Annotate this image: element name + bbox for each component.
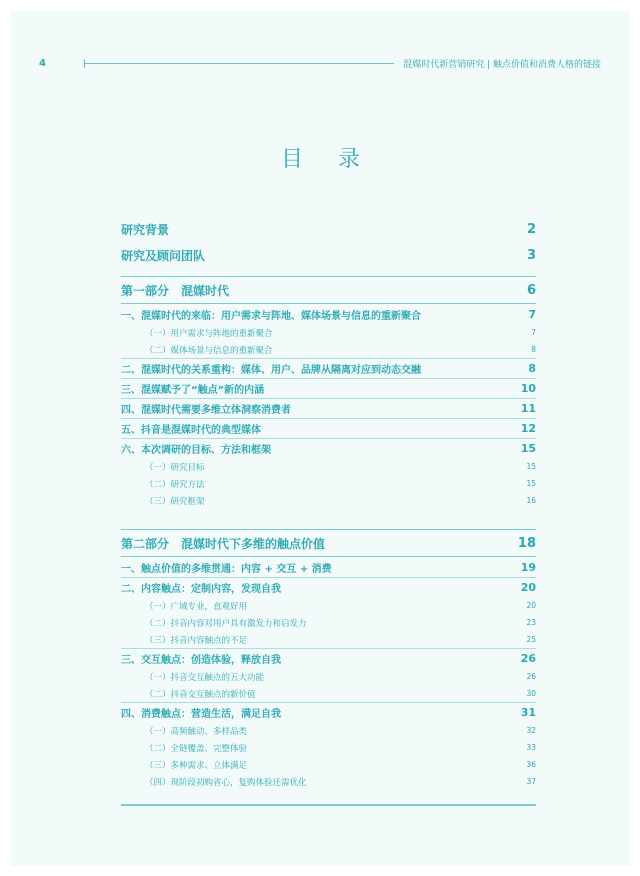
toc-entry-page: 8 <box>531 345 536 354</box>
toc-entry-page: 10 <box>520 382 536 395</box>
toc-entry-title: 研究及顾问团队 <box>121 248 206 263</box>
toc-entry-sub[interactable] <box>121 614 536 631</box>
toc-entry-title: 三、混媒赋予了“触点”新的内涵 <box>121 385 265 396</box>
toc-entry-sec[interactable] <box>121 378 536 398</box>
toc-entry-page: 19 <box>520 560 536 574</box>
toc-entry-sub[interactable] <box>121 475 536 492</box>
toc-entry-page: 20 <box>520 581 536 594</box>
toc-end-rule <box>121 804 536 806</box>
toc-entry-page: 25 <box>526 635 536 644</box>
toc-entry-page: 8 <box>528 362 536 375</box>
toc-entry-title: 二、内容触点：定制内容，发现自我 <box>121 584 281 595</box>
toc-entry-title: （一）广域专业，直观好用 <box>145 601 248 612</box>
toc-entry-title: （三）研究框架 <box>145 496 205 507</box>
toc-entry-title: 五、抖音是混媒时代的典型媒体 <box>121 425 261 436</box>
toc-entry-sub[interactable] <box>121 722 536 739</box>
running-header: 混媒时代新营销研究 | 触点价值和消费人格的链接 <box>403 60 601 70</box>
toc-entry-title: 六、本次调研的目标、方法和框架 <box>121 445 271 456</box>
toc-entry-sub[interactable] <box>121 597 536 614</box>
toc-entry-part[interactable] <box>121 529 536 557</box>
toc-entry-top[interactable] <box>121 216 536 242</box>
toc-entry-sub[interactable] <box>121 458 536 475</box>
toc-entry-title: （三）多种需求、立体满足 <box>145 760 248 771</box>
toc-entry-title: （一）用户需求与阵地的重新聚合 <box>145 328 273 339</box>
toc-entry-page: 2 <box>526 221 536 237</box>
toc-entry-title: （二）全链覆盖、完整体验 <box>145 743 248 754</box>
toc-entry-title: （二）抖音交互触点的新价值 <box>145 689 256 700</box>
toc-entry-page: 7 <box>528 307 536 321</box>
toc-entry-sec[interactable] <box>121 358 536 378</box>
toc-entry-title: 四、混媒时代需要多维立体洞察消费者 <box>121 405 291 416</box>
toc-entry-sub[interactable] <box>121 341 536 358</box>
toc-entry-sub[interactable] <box>121 324 536 341</box>
header-rule <box>84 63 394 64</box>
toc-entry-title: （二）媒体场景与信息的重新聚合 <box>145 345 273 356</box>
toc-entry-page: 15 <box>520 442 536 455</box>
toc-entry-sec[interactable] <box>121 304 536 324</box>
toc-entry-sec[interactable] <box>121 418 536 438</box>
toc-entry-part[interactable] <box>121 276 536 304</box>
toc-entry-title: 第一部分 混媒时代 <box>121 283 230 298</box>
toc-entry-title: （三）抖音内容触点的不足 <box>145 635 248 646</box>
document-page <box>11 11 630 866</box>
toc-entry-page: 6 <box>526 282 536 298</box>
toc-entry-title: （一）研究目标 <box>145 462 205 473</box>
toc-entry-page: 26 <box>520 652 536 665</box>
toc-spacer <box>121 268 536 276</box>
toc-entry-page: 3 <box>526 247 536 263</box>
toc-entry-page: 11 <box>520 402 536 415</box>
toc-entry-page: 26 <box>526 672 536 681</box>
toc-entry-title: 二、混媒时代的关系重构：媒体、用户、品牌从隔离对应到动态交融 <box>121 365 421 376</box>
toc-entry-top[interactable] <box>121 242 536 268</box>
toc-entry-page: 15 <box>526 479 536 488</box>
toc-entry-sec[interactable] <box>121 577 536 597</box>
toc-entry-sub[interactable] <box>121 739 536 756</box>
toc-entry-sub[interactable] <box>121 492 536 509</box>
toc-entry-page: 15 <box>526 462 536 471</box>
toc-entry-title: 研究背景 <box>121 222 170 237</box>
toc-entry-title: 一、混媒时代的来临：用户需求与阵地、媒体场景与信息的重新聚合 <box>121 310 421 322</box>
toc-entry-sec[interactable] <box>121 557 536 577</box>
toc-entry-sub[interactable] <box>121 631 536 648</box>
toc-entry-title: 第二部分 混媒时代下多维的触点价值 <box>121 536 326 551</box>
toc-entry-sec[interactable] <box>121 702 536 722</box>
toc-entry-page: 30 <box>526 689 536 698</box>
toc-entry-page: 18 <box>517 535 536 551</box>
toc-entry-title: （四）现阶段初购省心，复购体验还需优化 <box>145 777 307 788</box>
toc-entry-title: （二）抖音内容对用户具有激发力和启发力 <box>145 618 307 629</box>
toc-entry-title: 四、消费触点：营造生活，满足自我 <box>121 709 281 720</box>
toc-entry-title: 一、触点价值的多维贯通：内容 + 交互 + 消费 <box>121 563 332 575</box>
toc-entry-title: （一）抖音交互触点的五大功能 <box>145 672 265 683</box>
toc-entry-page: 36 <box>526 760 536 769</box>
toc-entry-page: 12 <box>520 422 536 435</box>
toc-entry-sec[interactable] <box>121 648 536 668</box>
table-of-contents <box>121 216 536 806</box>
toc-entry-sub[interactable] <box>121 685 536 702</box>
toc-gap <box>121 509 536 529</box>
toc-entry-page: 16 <box>526 496 536 505</box>
toc-title: 目 录 <box>281 147 374 172</box>
toc-entry-title: 三、交互触点：创造体验，释放自我 <box>121 655 281 666</box>
page-number: 4 <box>39 58 46 69</box>
toc-entry-sub[interactable] <box>121 773 536 790</box>
toc-entry-sub[interactable] <box>121 756 536 773</box>
toc-entry-page: 23 <box>526 618 536 627</box>
toc-entry-title: （二）研究方法 <box>145 479 205 490</box>
toc-entry-page: 33 <box>526 743 536 752</box>
toc-entry-sec[interactable] <box>121 398 536 418</box>
toc-entry-page: 20 <box>526 601 536 610</box>
toc-entry-page: 37 <box>526 777 536 786</box>
toc-entry-sec[interactable] <box>121 438 536 458</box>
toc-entry-page: 32 <box>526 726 536 735</box>
toc-entry-title: （一）高频触动、多样品类 <box>145 726 248 737</box>
toc-entry-page: 7 <box>531 328 536 337</box>
toc-entry-page: 31 <box>520 706 536 719</box>
toc-entry-sub[interactable] <box>121 668 536 685</box>
